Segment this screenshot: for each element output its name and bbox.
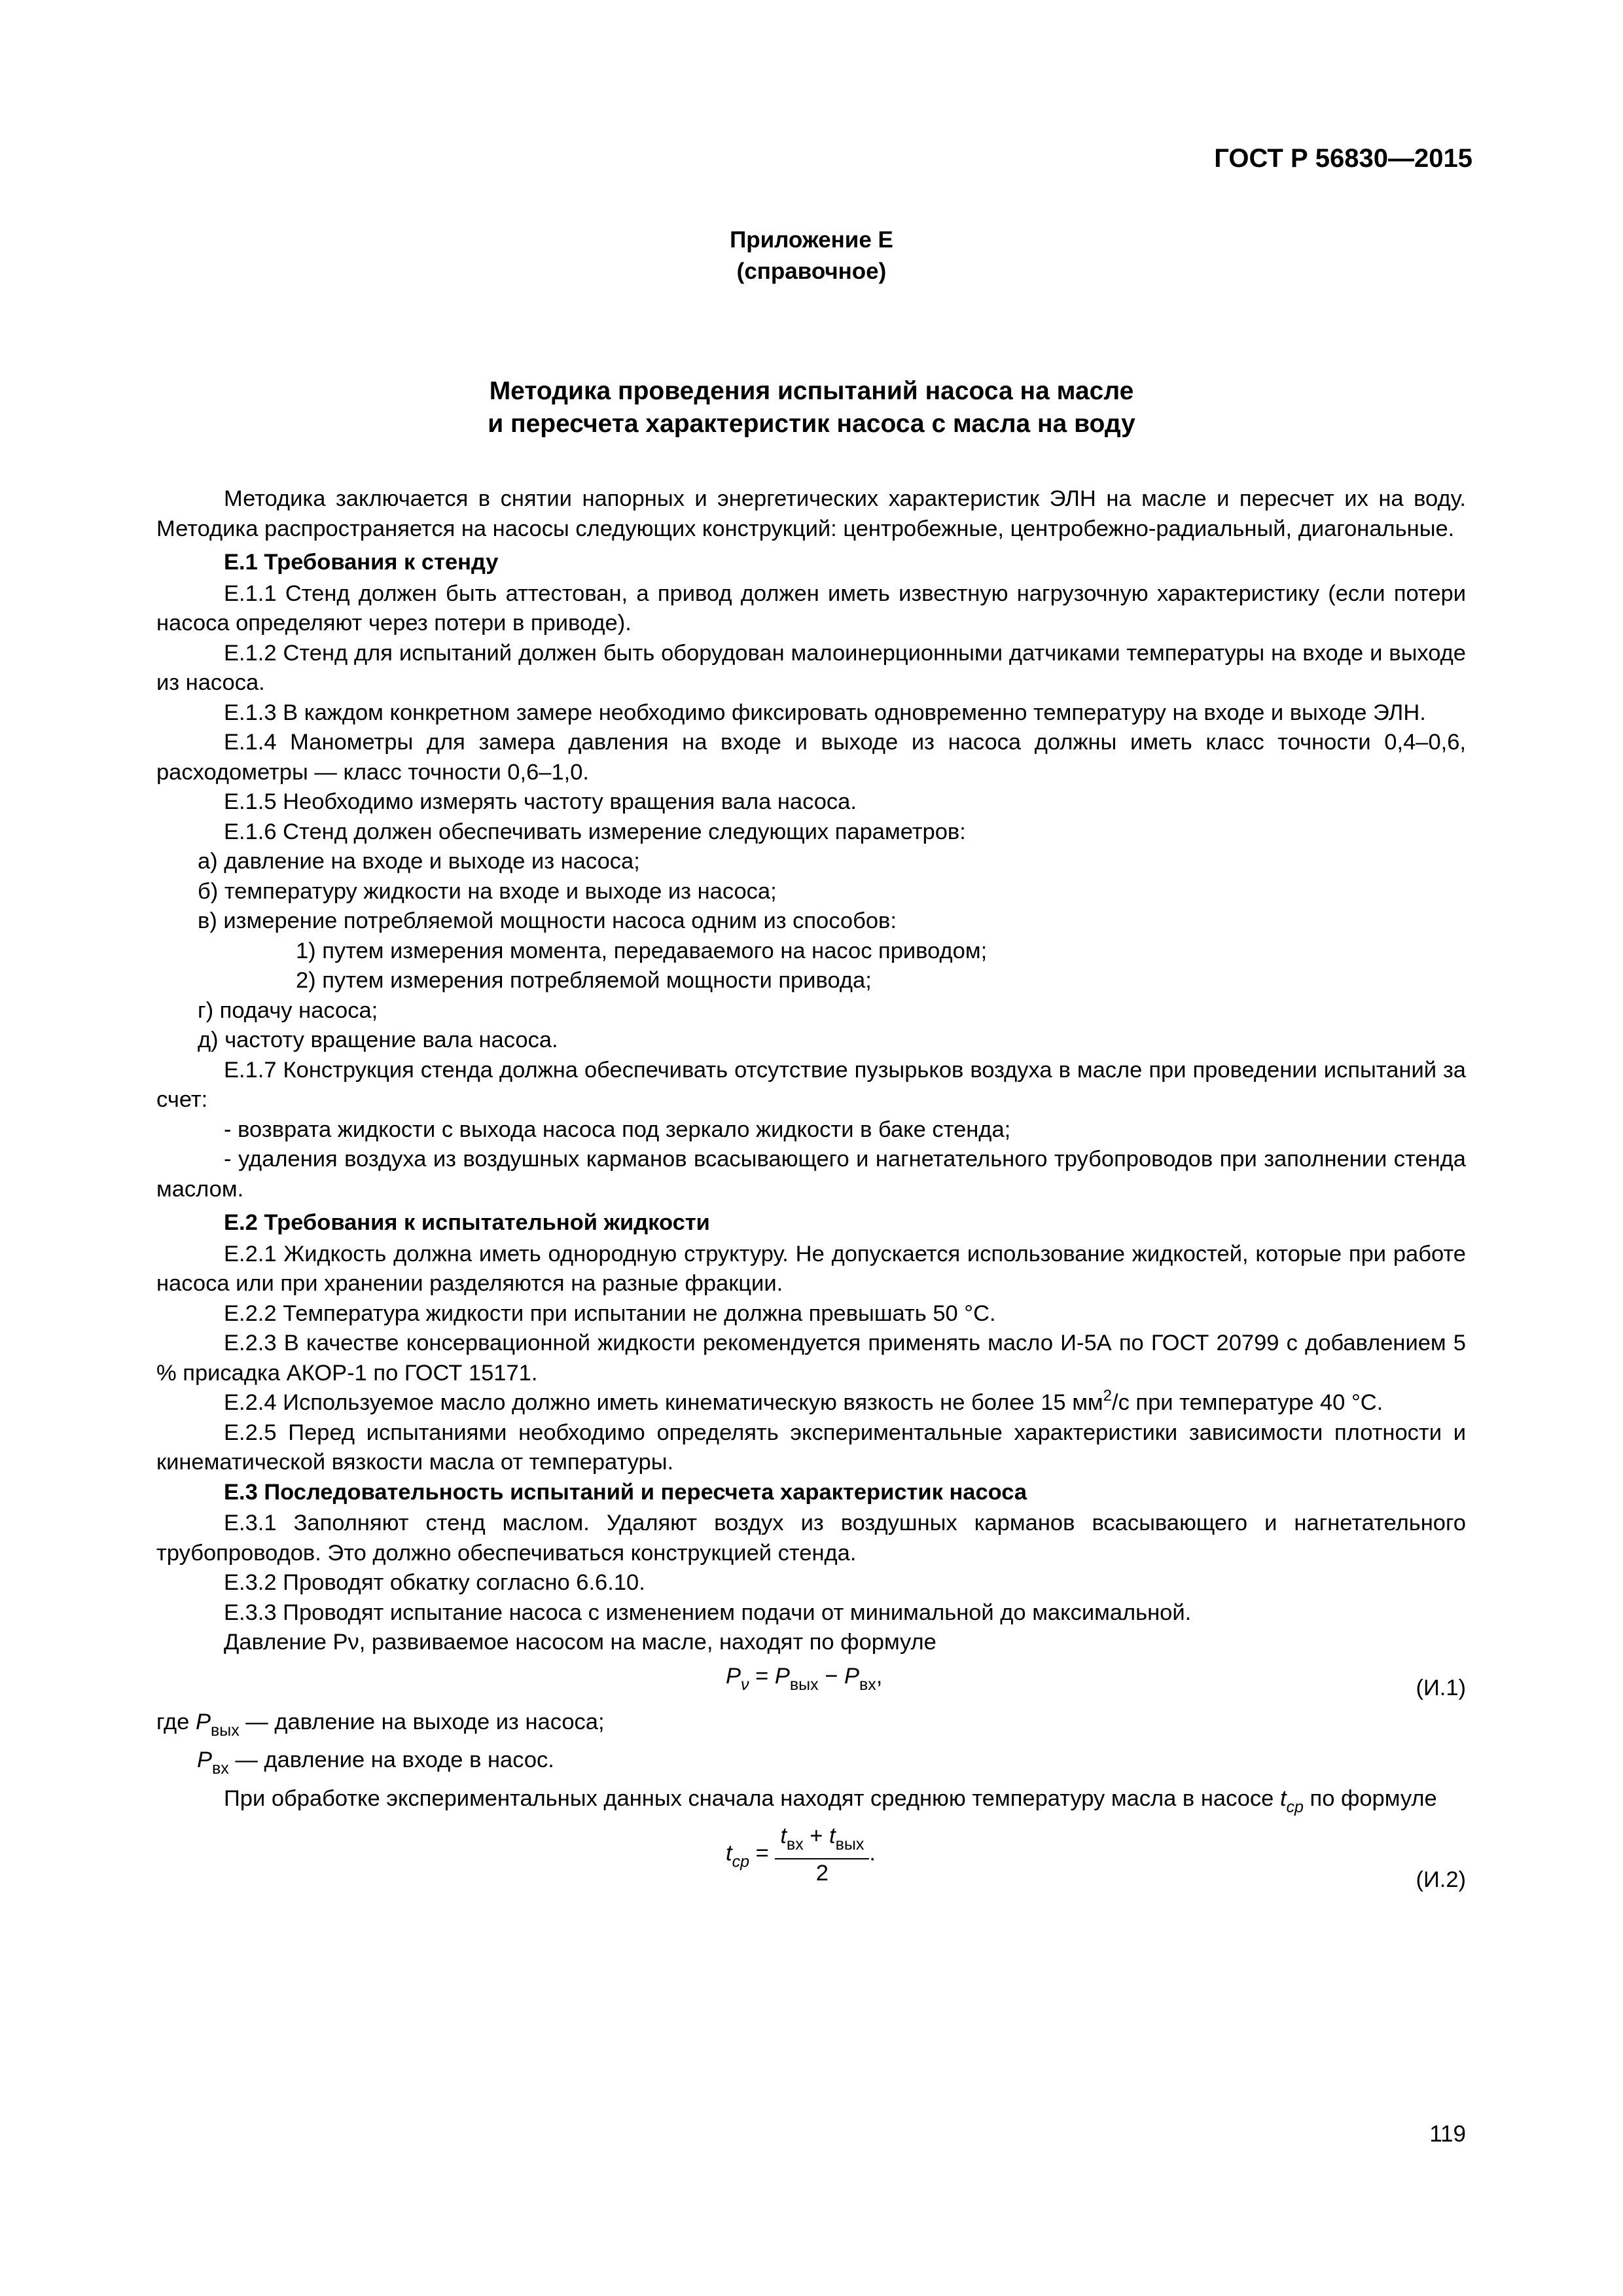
paragraph-e1-1: Е.1.1 Стенд должен быть аттестован, а привод должен иметь известную нагрузочную характеристику (если потери насоса определяют через потери в приводе). <box>156 581 1466 636</box>
list-item-b: б) температуру жидкости на входе и выходе из насоса; <box>198 878 777 904</box>
section-heading-e3: Е.3 Последовательность испытаний и пересчета характеристик насоса <box>224 1479 1027 1505</box>
page-number: 119 <box>1429 2121 1466 2147</box>
paragraph-e2-5: Е.2.5 Перед испытаниями необходимо определять экспериментальные характеристики зависимости плотности и кинематической вязкости масла от температуры. <box>156 1420 1466 1475</box>
formula-1-number: (И.1) <box>1416 1675 1466 1700</box>
document-code: ГОСТ Р 56830—2015 <box>1214 144 1472 173</box>
appendix-kind: (справочное) <box>736 259 887 284</box>
paragraph-e1-5: Е.1.5 Необходимо измерять частоту вращения вала насоса. <box>224 789 857 814</box>
paragraph-e3-4: Давление Pν, развиваемое насосом на масле, находят по формуле <box>224 1630 936 1655</box>
list-item-g: г) подачу насоса; <box>198 997 378 1023</box>
dash-item-1: - возврата жидкости с выхода насоса под зеркало жидкости в баке стенда; <box>224 1117 1011 1142</box>
section-heading-e1: Е.1 Требования к стенду <box>224 550 499 575</box>
formula-1-expression: $P_\nu = P_{вых} - P_{вх}$, <box>726 1663 883 1694</box>
list-item-v-2: 2) путем измерения потребляемой мощности привода; <box>296 968 872 993</box>
paragraph-e3-2: Е.3.2 Проводят обкатку согласно 6.6.10. <box>224 1570 645 1595</box>
paragraph-e1-2: Е.1.2 Стенд для испытаний должен быть оборудован малоинерционными датчиками температуры на входе и выходе из насоса. <box>156 640 1466 695</box>
formula-2-expression: $t_{ср}$ = $\frac{t_{вх} + t_{вых}}{2}$ . <box>726 1823 876 1886</box>
formula-2-fraction <box>775 1822 869 1887</box>
paragraph-e1-6: Е.1.6 Стенд должен обеспечивать измерение следующих параметров: <box>224 819 966 844</box>
appendix-label <box>0 224 1623 287</box>
intro-paragraph: Методика заключается в снятии напорных и энергетических характеристик ЭЛН на масле и пересчет их на воду. Методика распространяется на насосы следующих конструкций: центробежные, центробежно-радиальный, диагональные. <box>156 486 1466 541</box>
paragraph-e2-3: Е.2.3 В качестве консервационной жидкости рекомендуется применять масло И-5А по ГОСТ 20799 с добавлением 5 % присадка АКОР-1 по ГОСТ 15171. <box>156 1331 1466 1386</box>
list-item-a: а) давление на входе и выходе из насоса; <box>198 849 640 874</box>
superscript-2: 2 <box>1103 1387 1113 1405</box>
appendix-name: Приложение Е <box>730 227 893 253</box>
list-item-v-1: 1) путем измерения момента, передаваемого на насос приводом; <box>296 938 988 963</box>
title-line-1: Методика проведения испытаний насоса на масле <box>489 377 1134 405</box>
paragraph-e3-1: Е.3.1 Заполняют стенд маслом. Удаляют воздух из воздушных карманов всасывающего и нагнетательного трубопроводов. Это должно обеспечиваться конструкцией стенда. <box>156 1511 1466 1566</box>
paragraph-e3-3: Е.3.3 Проводят испытание насоса с изменением подачи от минимальной до максимальной. <box>224 1600 1192 1625</box>
section-heading-e2: Е.2 Требования к испытательной жидкости <box>224 1210 710 1235</box>
paragraph-e1-7: Е.1.7 Конструкция стенда должна обеспечивать отсутствие пузырьков воздуха в масле при проведении испытаний за счет: <box>156 1057 1466 1112</box>
document-body <box>156 484 1466 1902</box>
fraction-denominator: 2 <box>815 1861 829 1886</box>
appendix-title <box>0 375 1623 440</box>
where-line-1: где $P_{вых}$ — давление на выходе из насоса; <box>156 1709 605 1740</box>
where-line-2: $P_{вх}$ — давление на входе в насос. <box>197 1748 554 1778</box>
dash-item-2: - удаления воздуха из воздушных карманов всасывающего и нагнетательного трубопроводов при заполнении стенда маслом. <box>156 1147 1466 1202</box>
paragraph-e2-2: Е.2.2 Температура жидкости при испытании не должна превышать 50 °С. <box>224 1300 996 1326</box>
list-item-v: в) измерение потребляемой мощности насоса одним из способов: <box>198 908 897 933</box>
paragraph-e2-4: Е.2.4 Используемое масло должно иметь кинематическую вязкость не более 15 $мм^2/с$ при температуре 40 °С. <box>224 1387 1383 1415</box>
paragraph-e1-4: Е.1.4 Манометры для замера давления на входе и выходе из насоса должны иметь класс точности 0,4–0,6, расходометры — класс точности 0,6–1,0. <box>156 730 1466 785</box>
formula-1 <box>156 1658 1466 1700</box>
list-item-d: д) частоту вращение вала насоса. <box>198 1028 558 1052</box>
fraction-numerator: $t_{вх} + t_{вых}$ <box>775 1822 869 1859</box>
title-line-2: и пересчета характеристик насоса с масла на воду <box>488 410 1135 438</box>
paragraph-e3-5: При обработке экспериментальных данных сначала находят среднюю температуру масла в насосе $t_{ср}$ по формуле <box>224 1785 1437 1816</box>
formula-2-number: (И.2) <box>1416 1867 1466 1892</box>
paragraph-e2-1: Е.2.1 Жидкость должна иметь однородную структуру. Не допускается использование жидкостей, которые при работе насоса или при хранении разделяются на разные фракции. <box>156 1241 1466 1296</box>
formula-2 <box>156 1822 1466 1902</box>
paragraph-e1-3: Е.1.3 В каждом конкретном замере необходимо фиксировать одновременно температуру на входе и выходе ЭЛН. <box>224 700 1426 725</box>
